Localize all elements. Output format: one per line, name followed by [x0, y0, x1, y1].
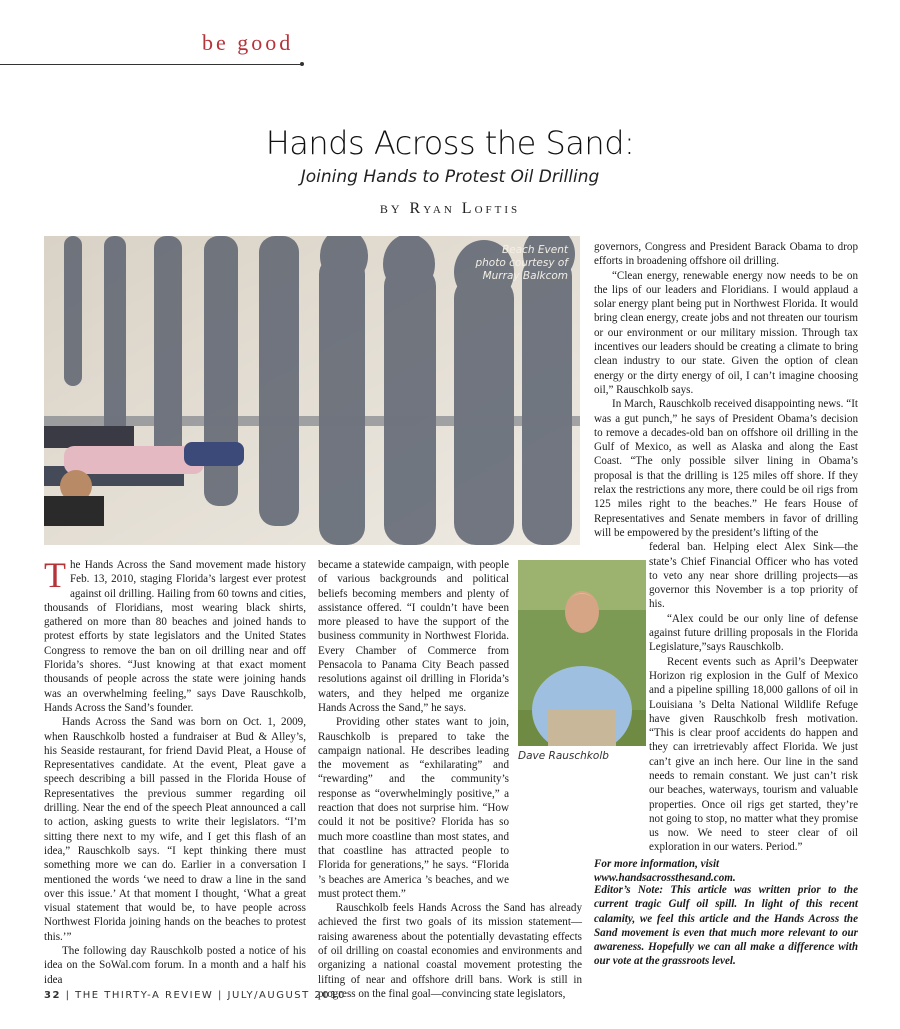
page-number: 32: [44, 990, 61, 1001]
article-title: Hands Across the Sand:: [265, 124, 635, 162]
editors-note: Editor’s Note: This article was written prior to the current tragic Gulf oil spill. In light of this recent calamity, we feel this article and the Hands Across the Sand movement is even that much more relevant to our awareness. Hopefully we can all make a difference with our vote at the grassroots level.: [594, 884, 858, 968]
more-info-line: For more information, visit www.handsacrossthesand.com.: [594, 858, 736, 885]
paragraph: Recent events such as April’s Deepwater Horizon rig explosion in the Gulf of Mexico and a pipeline spilling 18,000 gallons of oil in Louisiana ’s Delta National Wildlife Refuge have given Rauschkolb fresh motivation. “This is clear proof accidents do happen and they can irretrievably affect Florida. We just can’t give an inch here. Our line in the sand needs to remain constant. We just can’t risk our beaches, waterways, tourism and valuable properties. Once oil rigs get started, they’re not going to stop, no matter what they promise us now. We need to steer clear of oil exploration in our waters. Period.”: [649, 655, 858, 854]
folio-separator: |: [65, 990, 71, 1001]
page-folio: [44, 990, 346, 1001]
article-subtitle: Joining Hands to Protest Oil Drilling: [300, 167, 600, 187]
header-rule: [0, 64, 302, 65]
article-column-3: [594, 240, 858, 855]
publication-name: THE THIRTY-A REVIEW: [75, 990, 214, 1001]
photo-caption: Dave Rauschkolb: [518, 750, 609, 762]
paragraph: Providing other states want to join, Rauschkolb is prepared to take the campaign national. He describes leading the movement as “exhilarating” and “rewarding” and the community’s response as “overwhelmingly positive,” a reaction that does not surprise him. “How could it not be positive? Florida has so much more coastline than most states, and that coastline has attracted people to Florida for generations,” he says. “Florida ’s beaches are America ’s beaches, and we must protect them.”: [318, 716, 509, 900]
paragraph: “Alex could be our only line of defense against future drilling proposals in the Florida Legislature,”says Rauschkolb.: [649, 612, 858, 654]
header-rule-dot: [300, 62, 304, 66]
paragraph: became a statewide campaign, with people of various backgrounds and political beliefs becoming members and plenty of assistance offered. “I couldn’t have been more pleased to have the support of the business community in Northwest Florida. Every Chamber of Commerce from Pensacola to Panama City Beach passed resolutions against oil drilling in Florida’s waters, and they helped me organize Hands Across the Sand,” he says.: [318, 559, 509, 714]
photo-credit-line-1: Beach Event: [502, 244, 568, 256]
issue-date: JULY/AUGUST 2010: [227, 990, 346, 1001]
paragraph: governors, Congress and President Barack Obama to drop efforts in broadening offshore oil drilling.: [594, 241, 858, 268]
photo-credit: [475, 244, 568, 283]
paragraph: [44, 555, 306, 715]
folio-separator: |: [217, 990, 223, 1001]
paragraph: The following day Rauschkolb posted a notice of his idea on the SoWal.com forum. In a month and a half his idea: [44, 945, 306, 986]
byline-prefix: BY: [379, 202, 403, 216]
article-column-1: [44, 555, 306, 987]
author-name: Ryan Loftis: [409, 200, 521, 217]
paragraph: In March, Rauschkolb received disappointing news. “It was a gut punch,” he says of President Obama’s decision to remove a decades-old ban on offshore oil drilling in the Gulf of Mexico, as well as Alaska and along the East Coast. “The only possible silver lining in Obama’s proposal is that the drilling is 125 miles off shore. If they relax the restrictions any more, there could be oil rigs from 125 miles right to the beaches.” He fears House of Representatives and Senate members in favor of drilling will be empowered by the president’s lifting of the: [594, 398, 858, 539]
paragraph: Hands Across the Sand was born on Oct. 1, 2009, when Rauschkolb hosted a fundraiser at Bud & Alley’s, his Seaside restaurant, for friend David Pleat, a House of Representatives candidate. At the event, Pleat gave a speech describing a bill passed in the Florida House of Representatives the previous summer regarding oil drilling. Near the end of the speech Pleat announced a call to action, asking guests to write their legislators. “I’m sitting there next to my wife, and I get this flash of an idea,” Rauschkolb says. “I kept thinking there must something more we can do. Earlier in a conversation I mentioned the words ‘we need to draw a line in the sand over this issue.’ At that moment I thought, ‘What a great visual statement that would be, to have people across Northwest Florida joining hands on the beaches to protest this.’”: [44, 716, 306, 943]
photo-credit-line-3: Murray Balkcom: [482, 270, 568, 282]
paragraph: federal ban. Helping elect Alex Sink—the state’s Chief Financial Officer who has voted to veto any near shore drilling projects—as governor this November is a top priority of his.: [649, 541, 858, 611]
paragraph: Rauschkolb feels Hands Across the Sand has already achieved the first two goals of its mission statement—raising awareness about the potentially devastating effects of oil drilling on coastal economies and environments and organizing a national coastal movement protesting the lifting of near and offshore drill bans. Work is still in progress on the final goal—convincing state legislators,: [318, 902, 582, 1000]
photo-credit-line-2: photo courtesy of: [475, 257, 568, 269]
section-tag: be good: [202, 30, 294, 55]
byline: [0, 200, 900, 218]
paragraph-text: he Hands Across the Sand movement made history Feb. 13, 2010, staging Florida’s largest ever protest against oil drilling. Hailing from 60 towns and cities, thousands of Floridians, most wearing black shirts, gathered on more than 80 beaches and joined hands to protest efforts by state legislators and the United States Congress to remove the ban on oil drilling near and off Florida’s shores. “Just knowing at that exact moment thousands of people across the state were joining hands was an overwhelming feeling,” says Dave Rauschkolb, Hands Across the Sand’s founder.: [44, 559, 306, 714]
drop-cap: T: [44, 555, 66, 595]
paragraph: “Clean energy, renewable energy now needs to be on the lips of our leaders and Floridians. I would applaud a solar energy plant being put in Northwest Florida. It would bring clean energy, create jobs and not threaten our tourism or our environment or our military mission. Through tax incentives our leaders should be creating a climate to bring clean industry to our state. Given the option of clean energy or the dirty energy of oil, I can’t imagine choosing oil,” Rauschkolb says.: [594, 269, 858, 396]
beach-event-photo: [44, 236, 580, 545]
